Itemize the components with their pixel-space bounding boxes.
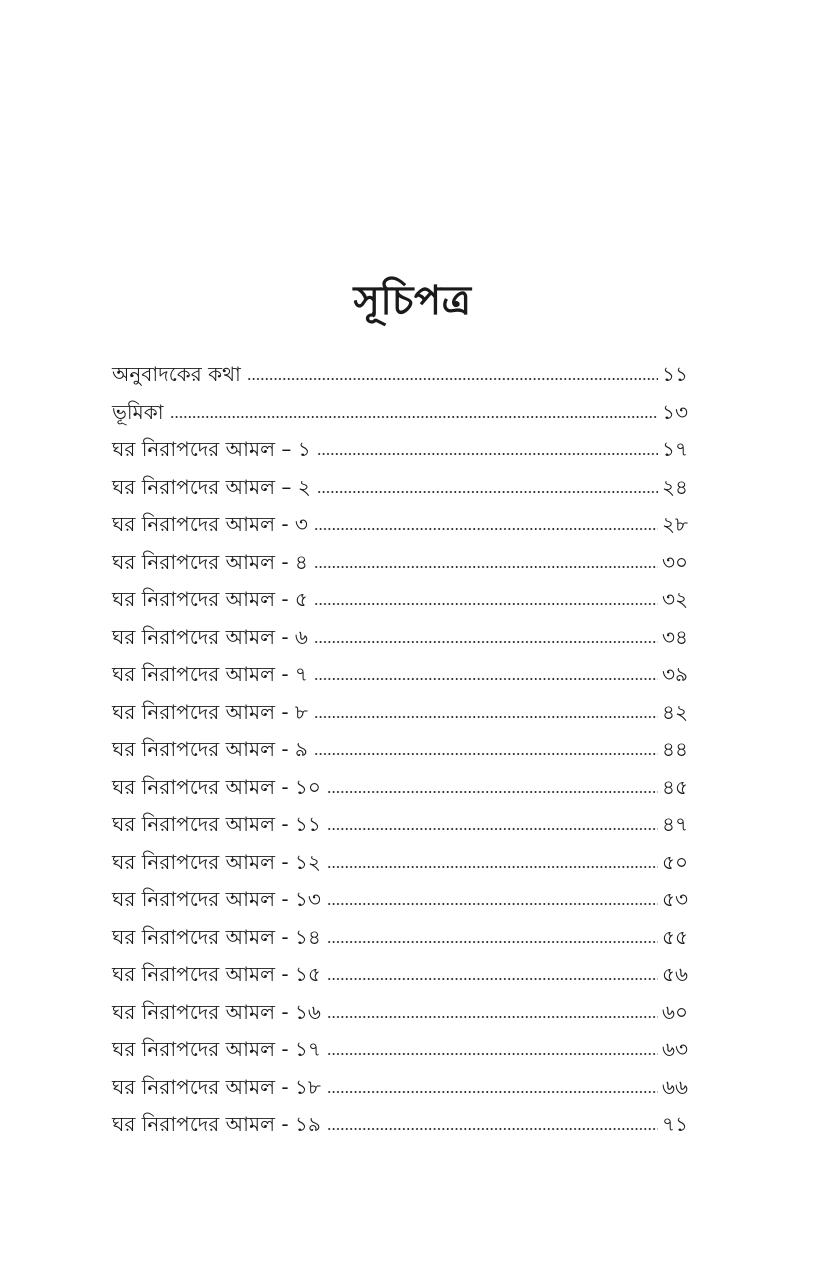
toc-entry-page-number: ৪৭ [662, 812, 688, 836]
toc-entry-page-number: ৩০ [661, 549, 688, 574]
toc-entry-page-number: ২৮ [662, 512, 688, 536]
toc-dot-leader [327, 1082, 658, 1094]
toc-entry-label: ঘর নিরাপদের আমল - ৭ [112, 662, 308, 686]
toc-dot-leader [314, 707, 658, 719]
toc-entry-label: অনুবাদকের কথা [112, 362, 241, 386]
toc-entry-label: ঘর নিরাপদের আমল – ২ [112, 474, 311, 499]
toc-entry[interactable] [112, 431, 688, 469]
toc-entry[interactable] [112, 694, 688, 732]
toc-dot-leader [327, 819, 658, 831]
toc-dot-leader [317, 444, 658, 456]
toc-entry-label: ঘর নিরাপদের আমল - ১৮ [112, 1074, 321, 1099]
toc-entry-label: ঘর নিরাপদের আমল - ১৩ [112, 887, 321, 911]
toc-entry-label: ঘর নিরাপদের আমল - ৫ [112, 587, 308, 611]
toc-dot-leader [327, 857, 658, 869]
toc-entry-page-number: ৬৬ [661, 1074, 688, 1099]
toc-entry[interactable] [112, 469, 688, 507]
toc-entry-label: ঘর নিরাপদের আমল - ৮ [112, 699, 308, 724]
toc-entry-label: ঘর নিরাপদের আমল - ১২ [112, 849, 321, 874]
toc-entry-page-number: ৫৩ [662, 887, 688, 911]
toc-entry[interactable] [112, 956, 688, 994]
toc-entry-label: ঘর নিরাপদের আমল - ১৬ [112, 999, 321, 1024]
toc-entry-page-number: ৪৪ [662, 737, 688, 761]
toc-dot-leader [314, 744, 658, 756]
toc-dot-leader [314, 519, 658, 531]
toc-dot-leader [314, 632, 658, 644]
toc-entry[interactable] [112, 1069, 688, 1107]
page-title: সূচিপত্র [353, 276, 472, 324]
toc-dot-leader [327, 1007, 658, 1019]
toc-entry-label: ঘর নিরাপদের আমল - ১৯ [112, 1112, 321, 1136]
toc-entry-page-number: ৭১ [662, 1112, 688, 1136]
table-of-contents [112, 356, 688, 1144]
toc-entry[interactable] [112, 806, 688, 844]
toc-dot-leader [327, 894, 658, 906]
toc-dot-leader [314, 557, 658, 569]
toc-entry-page-number: ১৩ [662, 399, 688, 424]
toc-entry[interactable] [112, 581, 688, 619]
toc-entry-page-number: ৫৬ [662, 962, 688, 986]
toc-entry-page-number: ৬০ [661, 999, 688, 1024]
toc-dot-leader [327, 782, 658, 794]
toc-entry-label: ঘর নিরাপদের আমল - ১০ [112, 774, 321, 799]
toc-entry[interactable] [112, 769, 688, 807]
toc-entry-page-number: ৩৪ [662, 624, 688, 649]
toc-entry-label: ভূমিকা [112, 399, 164, 424]
toc-entry-page-number: ৩৯ [662, 662, 688, 686]
toc-entry-page-number: ১১ [662, 362, 688, 386]
toc-entry[interactable] [112, 619, 688, 657]
toc-entry[interactable] [112, 881, 688, 919]
toc-entry-label: ঘর নিরাপদের আমল - ৪ [112, 549, 308, 574]
toc-entry[interactable] [112, 394, 688, 432]
toc-entry-page-number: ৪৫ [662, 774, 688, 799]
toc-entry[interactable] [112, 731, 688, 769]
toc-dot-leader [314, 594, 658, 606]
toc-dot-leader [327, 1119, 658, 1131]
toc-entry-label: ঘর নিরাপদের আমল - ৯ [112, 737, 308, 761]
toc-dot-leader [170, 407, 658, 419]
toc-dot-leader [247, 369, 658, 381]
toc-dot-leader [317, 482, 658, 494]
toc-dot-leader [314, 669, 658, 681]
toc-entry-page-number: ৩২ [661, 587, 688, 611]
toc-entry-label: ঘর নিরাপদের আমল – ১ [112, 437, 311, 461]
toc-entry[interactable] [112, 1031, 688, 1069]
toc-entry-label: ঘর নিরাপদের আমল - ১৭ [112, 1037, 321, 1061]
toc-entry[interactable] [112, 506, 688, 544]
toc-entry-label: ঘর নিরাপদের আমল - ১৫ [112, 962, 321, 986]
toc-dot-leader [327, 1044, 658, 1056]
toc-entry[interactable] [112, 844, 688, 882]
toc-entry-page-number: ৬৩ [661, 1037, 688, 1061]
toc-entry-page-number: ২৪ [662, 474, 688, 499]
toc-entry-page-number: ১৭ [662, 437, 688, 461]
toc-entry[interactable] [112, 656, 688, 694]
toc-dot-leader [327, 932, 658, 944]
toc-entry[interactable] [112, 994, 688, 1032]
toc-entry-page-number: ৫০ [662, 849, 688, 874]
toc-entry[interactable] [112, 1106, 688, 1144]
toc-entry-page-number: ৪২ [662, 699, 688, 724]
toc-entry[interactable] [112, 919, 688, 957]
toc-entry-label: ঘর নিরাপদের আমল - ৬ [112, 624, 308, 649]
toc-entry[interactable] [112, 356, 688, 394]
toc-dot-leader [327, 969, 658, 981]
toc-entry-label: ঘর নিরাপদের আমল - ১৪ [112, 924, 321, 949]
toc-entry-page-number: ৫৫ [662, 924, 688, 949]
toc-entry-label: ঘর নিরাপদের আমল - ৩ [112, 512, 308, 536]
toc-entry[interactable] [112, 544, 688, 582]
toc-entry-label: ঘর নিরাপদের আমল - ১১ [112, 812, 321, 836]
